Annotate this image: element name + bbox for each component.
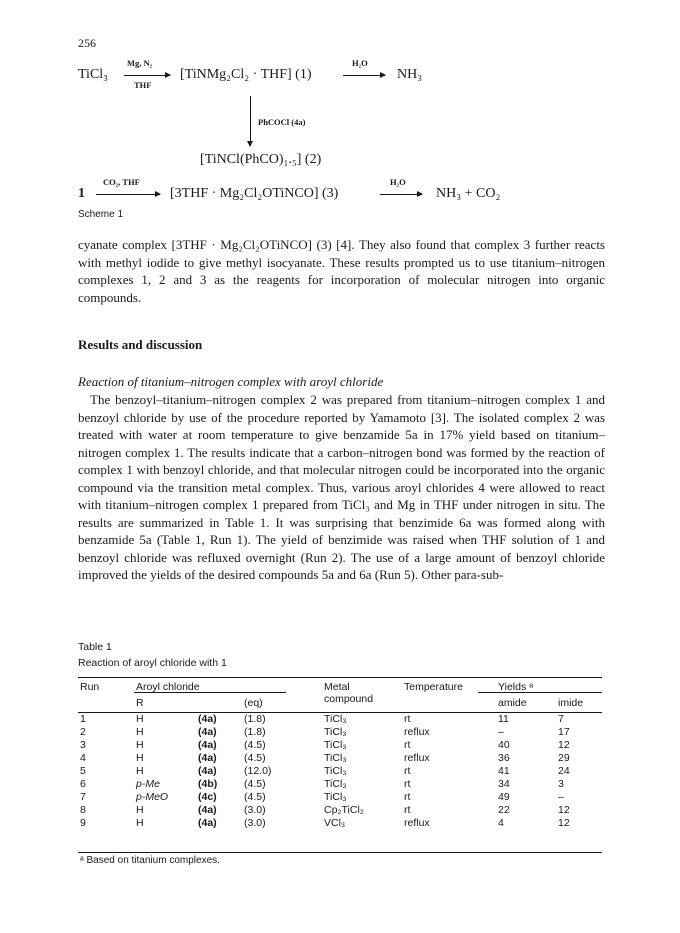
scheme-down-arrow-label: PhCOCl (4a) [258, 117, 306, 127]
cell-temp: rt [404, 739, 411, 751]
intro-paragraph: cyanate complex [3THF · Mg₂Cl₂OTiNCO] (3) [4]. They also found that complex 3 further reacts with methyl iodide to give methyl isocyanate. These results prompted us to use titanium–nitrogen complexes 1, 2 and 3 as the reagents for incorporation of molecular nitrogen into organic compounds. [78, 237, 605, 305]
table-row [78, 752, 602, 765]
header-metal-compound: Metal compound [324, 681, 374, 705]
cell-r: H [136, 804, 144, 816]
cell-imide: 3 [558, 778, 564, 790]
cell-eq: (3.0) [244, 817, 266, 829]
scheme-arrow-2 [343, 75, 385, 76]
cell-code: (4a) [198, 752, 217, 764]
section-heading: Results and discussion [78, 337, 203, 352]
scheme-complex-2: [TiNCl(PhCO)₁.₅] (2) [200, 152, 322, 167]
cell-metal: TiCl₃ [324, 765, 347, 777]
cell-run: 6 [80, 778, 86, 790]
cell-temp: rt [404, 804, 411, 816]
cell-code: (4a) [198, 804, 217, 816]
cell-r: H [136, 726, 144, 738]
scheme-arrow1-bottom-label: THF [134, 80, 152, 90]
cell-eq: (1.8) [244, 713, 266, 725]
scheme-down-arrow [250, 96, 251, 146]
scheme-products-nh3-co2: NH₃ + CO₂ [436, 186, 501, 201]
cell-amide: 40 [498, 739, 510, 751]
cell-r: H [136, 713, 144, 725]
cell-run: 8 [80, 804, 86, 816]
cell-amide: – [498, 726, 504, 738]
cell-metal: TiCl₃ [324, 713, 347, 725]
cell-amide: 36 [498, 752, 510, 764]
header-r: R [136, 697, 144, 709]
results-table [78, 681, 602, 830]
table-top-rule [78, 677, 602, 678]
cell-imide: 7 [558, 713, 564, 725]
cell-code: (4a) [198, 817, 217, 829]
cell-run: 3 [80, 739, 86, 751]
cell-r: H [136, 817, 144, 829]
cell-eq: (4.5) [244, 739, 266, 751]
cell-temp: rt [404, 791, 411, 803]
scheme-arrow-4 [380, 194, 422, 195]
table-footnote: ᵃ Based on titanium complexes. [80, 855, 220, 866]
header-eq: (eq) [244, 697, 263, 709]
cell-amide: 49 [498, 791, 510, 803]
cell-eq: (12.0) [244, 765, 272, 777]
reaction-scheme [0, 0, 680, 240]
cell-eq: (4.5) [244, 752, 266, 764]
header-temperature: Temperature [404, 681, 463, 693]
table-row [78, 739, 602, 752]
cell-code: (4a) [198, 765, 217, 777]
cell-metal: TiCl₃ [324, 739, 347, 751]
header-imide: imide [558, 697, 584, 709]
cell-imide: 12 [558, 739, 570, 751]
cell-imide: 12 [558, 817, 570, 829]
scheme-caption: Scheme 1 [78, 209, 124, 220]
cell-code: (4c) [198, 791, 217, 803]
header-run: Run [80, 681, 100, 693]
cell-metal: TiCl₃ [324, 778, 347, 790]
cell-run: 2 [80, 726, 86, 738]
scheme-arrow4-top-label: H₂O [390, 177, 406, 187]
cell-eq: (1.8) [244, 726, 266, 738]
cell-metal: TiCl₃ [324, 791, 347, 803]
cell-amide: 4 [498, 817, 504, 829]
cell-r: p-Me [136, 778, 160, 790]
table-bottom-rule [78, 852, 602, 853]
scheme-product-nh3: NH₃ [397, 67, 423, 82]
table-row [78, 817, 602, 830]
scheme-arrow-3 [96, 194, 160, 195]
cell-eq: (4.5) [244, 778, 266, 790]
table-title: Reaction of aroyl chloride with 1 [78, 657, 227, 669]
cell-run: 9 [80, 817, 86, 829]
cell-imide: 12 [558, 804, 570, 816]
cell-code: (4b) [198, 778, 218, 790]
cell-r: H [136, 739, 144, 751]
cell-temp: rt [404, 713, 411, 725]
table-row [78, 765, 602, 778]
table-row [78, 710, 602, 726]
scheme-arrow-1 [124, 75, 170, 76]
subsection-heading: Reaction of titanium–nitrogen complex with aroyl chloride [78, 374, 384, 389]
cell-amide: 41 [498, 765, 510, 777]
cell-temp: reflux [404, 726, 430, 738]
cell-metal: VCl₃ [324, 817, 346, 829]
table-row [78, 778, 602, 791]
table-label: Table 1 [78, 641, 112, 653]
cell-amide: 11 [498, 713, 509, 725]
cell-code: (4a) [198, 739, 217, 751]
cell-metal: Cp₂TiCl₂ [324, 804, 364, 816]
cell-temp: reflux [404, 752, 430, 764]
cell-run: 7 [80, 791, 86, 803]
cell-run: 4 [80, 752, 86, 764]
cell-run: 1 [80, 713, 86, 725]
cell-eq: (4.5) [244, 791, 266, 803]
header-yields: Yields ᵃ [498, 681, 534, 693]
scheme-complex-1: [TiNMg₂Cl₂ · THF] (1) [180, 67, 312, 82]
cell-code: (4a) [198, 713, 217, 725]
cell-r: H [136, 752, 144, 764]
scheme-arrow3-top-label: CO₂, THF [103, 177, 140, 187]
cell-amide: 22 [498, 804, 510, 816]
table-row [78, 791, 602, 804]
page-number: 256 [78, 36, 96, 50]
cell-amide: 34 [498, 778, 510, 790]
cell-temp: rt [404, 778, 411, 790]
cell-imide: – [558, 791, 564, 803]
cell-r: H [136, 765, 144, 777]
table-row [78, 726, 602, 739]
header-aroyl-chloride: Aroyl chloride [136, 681, 200, 693]
scheme-reactant-1: 1 [78, 186, 85, 201]
cell-imide: 29 [558, 752, 570, 764]
cell-eq: (3.0) [244, 804, 266, 816]
cell-metal: TiCl₃ [324, 752, 347, 764]
cell-r: p-MeO [136, 791, 169, 803]
cell-imide: 24 [558, 765, 570, 777]
scheme-reactant-ticl3: TiCl₃ [78, 67, 109, 82]
header-amide: amide [498, 697, 527, 709]
cell-code: (4a) [198, 726, 217, 738]
scheme-arrow2-top-label: H₂O [352, 58, 368, 68]
cell-temp: rt [404, 765, 411, 777]
body-paragraph: The benzoyl–titanium–nitrogen complex 2 was prepared from titanium–nitrogen complex 1 and benzoyl chloride by use of the procedure reported by Yamamoto [3]. The isolated complex 2 was treated with water at room temperature to give benzamide 5a in 17% yield based on titanium–nitrogen complex 1. The results indicate that a carbon–nitrogen bond was formed by the reaction of complex 1 with benzoyl chloride, and that molecular nitrogen could be incorporated into the organic compound via the transition metal complex. Thus, various aroyl chlorides 4 were allowed to react with titanium–nitrogen complex 1 prepared from TiCl₃ and Mg in THF under nitrogen in situ. The results are summarized in Table 1. It was surprising that benzimide 6a was formed along with benzamide 5a (Table 1, Run 1). The yield of benzimide was raised when THF solution of 1 and benzoyl chloride was refluxed overnight (Run 2). The use of a large amount of benzoyl chloride improved the yields of the desired compounds 5a and 6a (Run 5). Other para-sub- [78, 392, 605, 582]
scheme-arrow1-top-label: Mg, N₂ [127, 58, 153, 68]
cell-metal: TiCl₃ [324, 726, 347, 738]
cell-imide: 17 [558, 726, 570, 738]
cell-run: 5 [80, 765, 86, 777]
scheme-complex-3: [3THF · Mg₂Cl₂OTiNCO] (3) [170, 186, 339, 201]
table-header-row-1 [78, 681, 602, 694]
cell-temp: reflux [404, 817, 430, 829]
table-row [78, 804, 602, 817]
